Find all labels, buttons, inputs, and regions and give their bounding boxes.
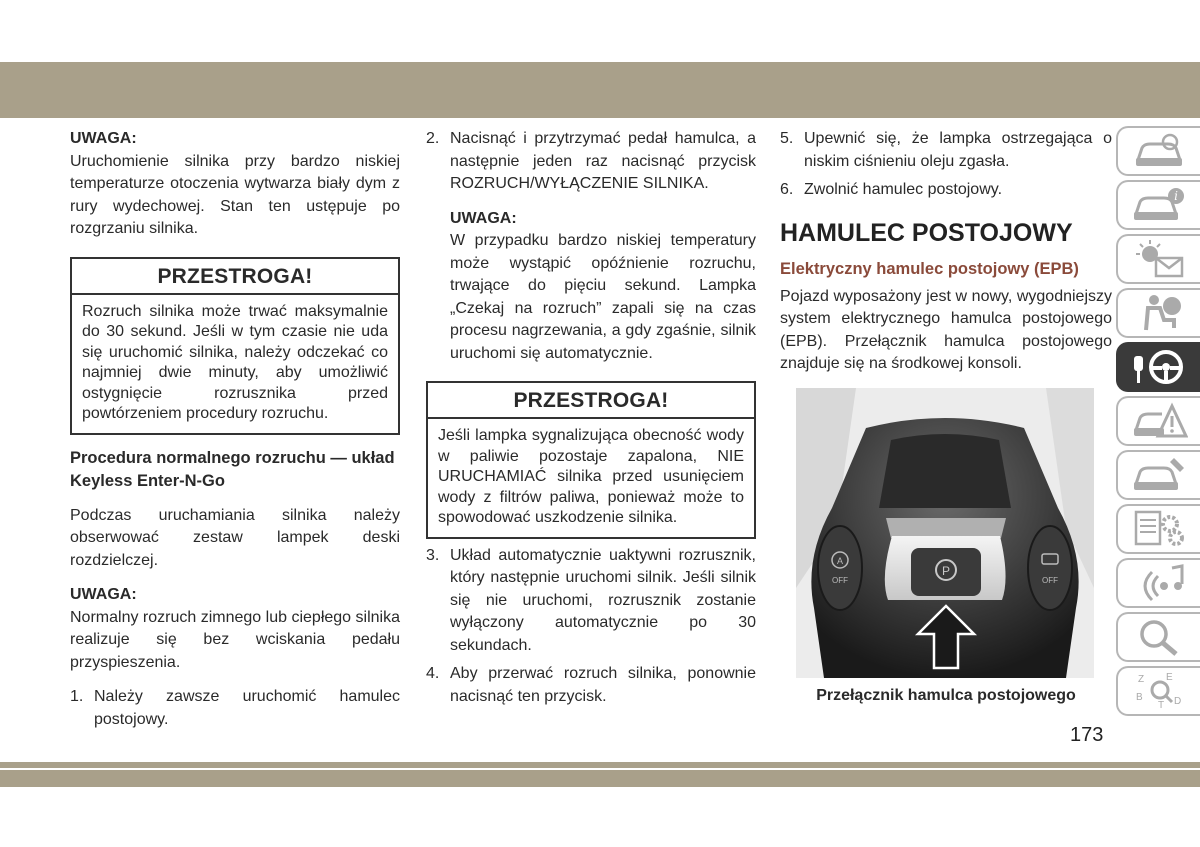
warning-triangle-icon [1130,400,1188,442]
tab-seat-airbag[interactable] [1116,288,1200,338]
section-heading: HAMULEC POSTOJOWY [780,218,1073,247]
svg-text:B: B [1136,692,1143,703]
column-1 [70,128,400,731]
note-text: Uruchomienie silnika przy bardzo niskiej temperaturze otoczenia wytwarza biały dym z rury wydechowej. Stan ten ustępuje po rozgrzaniu silnika. [70,152,400,237]
list-item [780,128,1112,173]
photo-label: OFF [1042,575,1058,585]
list-item [426,663,756,708]
tab-car-dashboard[interactable] [1116,126,1200,176]
note-title: UWAGA: [70,586,137,603]
console-illustration [796,388,1094,678]
car-tools-icon [1130,454,1188,496]
photo-label: OFF [832,575,848,585]
list-number: 1. [70,688,84,705]
tab-car-tools[interactable] [1116,450,1200,500]
page-number: 173 [1070,724,1104,746]
index-alphabet-icon [1130,670,1188,712]
column-2 [426,128,756,708]
car-dashboard-icon [1130,130,1188,172]
light-message-icon [1130,238,1188,280]
caution-text: Jeśli lampka sygnalizująca obecność wody w paliwie pozostaje zapalona, NIE URUCHAMIAĆ silnika przed usunięciem wody z filtrów paliwa, ponieważ może to spowodować uszkodzenie silnika. [438,427,744,526]
note-block [426,208,756,366]
note-title: UWAGA: [70,130,137,147]
search-icon [1130,616,1188,658]
list-number: 2. [426,130,440,147]
list-number: 3. [426,546,440,564]
footer-bar [0,770,1200,787]
tab-light-message[interactable] [1116,234,1200,284]
list-text: Zwolnić hamulec postojowy. [804,181,1003,198]
multimedia-icon [1130,562,1188,604]
photo-caption: Przełącznik hamulca postojowego [816,686,1076,704]
note-text: W przypadku bardzo niskiej temperatury może wystąpić opóźnienie rozruchu, trwające do pięciu sekund. Lampka „Czekaj na rozruch” zapali się na czas procesu nagrzewania, a gdy zgaśnie, silnik uruchomi się automatycznie. [450,232,756,362]
section-subheading: Procedura normalnego rozruchu — układ Keyless Enter-N-Go [70,448,395,490]
list-item [426,545,756,658]
tab-steering-key[interactable] [1116,342,1200,392]
caution-box [70,257,400,435]
car-info-icon [1130,184,1188,226]
tab-index-alphabet[interactable] [1116,666,1200,716]
svg-text:E: E [1166,672,1173,683]
parking-brake-switch-photo [796,388,1094,678]
caution-text: Rozruch silnika może trwać maksymalnie do 30 sekund. Jeśli w tym czasie nie uda się uruchomić silnika, należy odczekać co najmniej dwie minuty, aby umożliwić ostygnięcie rozrusznika przed powtórzeniem procedury rozruchu. [82,302,388,422]
list-item [780,179,1112,202]
svg-text:P: P [941,563,951,578]
paragraph: Pojazd wyposażony jest w nowy, wygodniejszy system elektrycznego hamulca postojowego (EPB). Przełącznik hamulca postojowego znajduje się na środkowej konsoli. [780,287,1112,372]
section-subheading: Elektryczny hamulec postojowy (EPB) [780,259,1079,278]
list-number: 4. [426,665,440,682]
list-item [426,128,756,196]
paragraph: Podczas uruchamiania silnika należy obserwować zestaw lampek deski rozdzielczej. [70,506,400,569]
list-text: Nacisnąć i przytrzymać pedał hamulca, a następnie jeden raz nacisnąć przycisk ROZRUCH/WYŁĄCZENIE SILNIKA. [450,130,756,192]
list-text: Upewnić się, że lampka ostrzegająca o niskim ciśnieniu oleju zgasła. [804,130,1112,170]
list-text: Aby przerwać rozruch silnika, ponownie nacisnąć ten przycisk. [450,665,756,705]
seat-airbag-icon [1130,292,1188,334]
caution-box [426,381,756,539]
chapter-tabs [1116,126,1200,720]
caution-title: PRZESTROGA! [72,259,398,295]
tab-search[interactable] [1116,612,1200,662]
tab-specs-gears[interactable] [1116,504,1200,554]
svg-text:A: A [836,555,844,566]
tab-multimedia[interactable] [1116,558,1200,608]
footer-bar-thin [0,762,1200,768]
svg-text:i: i [1174,189,1178,203]
svg-text:Z: Z [1138,674,1145,685]
tab-warning-triangle[interactable] [1116,396,1200,446]
list-number: 6. [780,181,794,198]
list-number: 5. [780,130,794,147]
specs-gears-icon [1130,508,1188,550]
list-text: Układ automatycznie uaktywni rozrusznik, który następnie uruchomi silnik. Jeśli silnik się nie uruchomi, rozrusznik zostanie wyłączony automatycznie po 30 sekundach. [450,546,756,654]
svg-text:D: D [1174,696,1182,707]
svg-text:T: T [1158,700,1165,711]
tab-car-info[interactable] [1116,180,1200,230]
column-3 [780,128,1112,707]
list-text: Należy zawsze uruchomić hamulec postojowy. [94,688,400,728]
list-item [70,686,400,731]
note-text: Normalny rozruch zimnego lub ciepłego silnika realizuje się bez wciskania pedału przyspieszenia. [70,608,400,671]
steering-key-icon [1130,346,1188,388]
caution-title: PRZESTROGA! [428,383,754,419]
header-bar [0,62,1200,118]
note-title: UWAGA: [450,209,517,227]
